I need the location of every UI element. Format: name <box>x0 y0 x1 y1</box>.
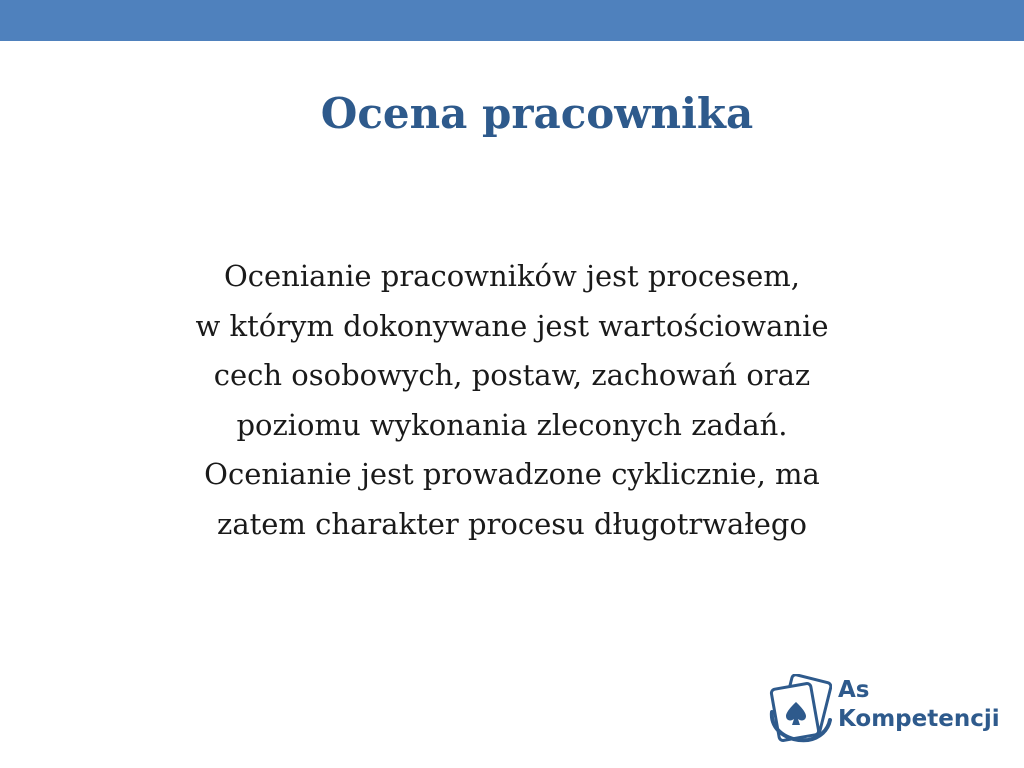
as-kompetencji-logo <box>766 674 1000 744</box>
body-line: Ocenianie pracowników jest procesem, <box>224 259 800 293</box>
body-line: Ocenianie jest prowadzone cyklicznie, ma <box>204 457 820 491</box>
logo-text <box>838 676 1000 734</box>
logo-line-as: As <box>838 677 870 703</box>
card-spade-icon <box>766 674 832 744</box>
body-line: zatem charakter procesu długotrwałego <box>217 506 807 541</box>
logo-line-kompetencji: Kompetencji <box>838 706 1000 732</box>
top-accent-bar <box>0 0 1024 41</box>
body-line: cech osobowych, postaw, zachowań oraz <box>213 358 811 392</box>
body-line: poziomu wykonania zleconych zadań. <box>236 407 788 442</box>
body-line: w którym dokonywane jest wartościowanie <box>195 308 829 343</box>
slide-title: Ocena pracownika <box>320 89 754 138</box>
slide-body <box>40 252 984 549</box>
